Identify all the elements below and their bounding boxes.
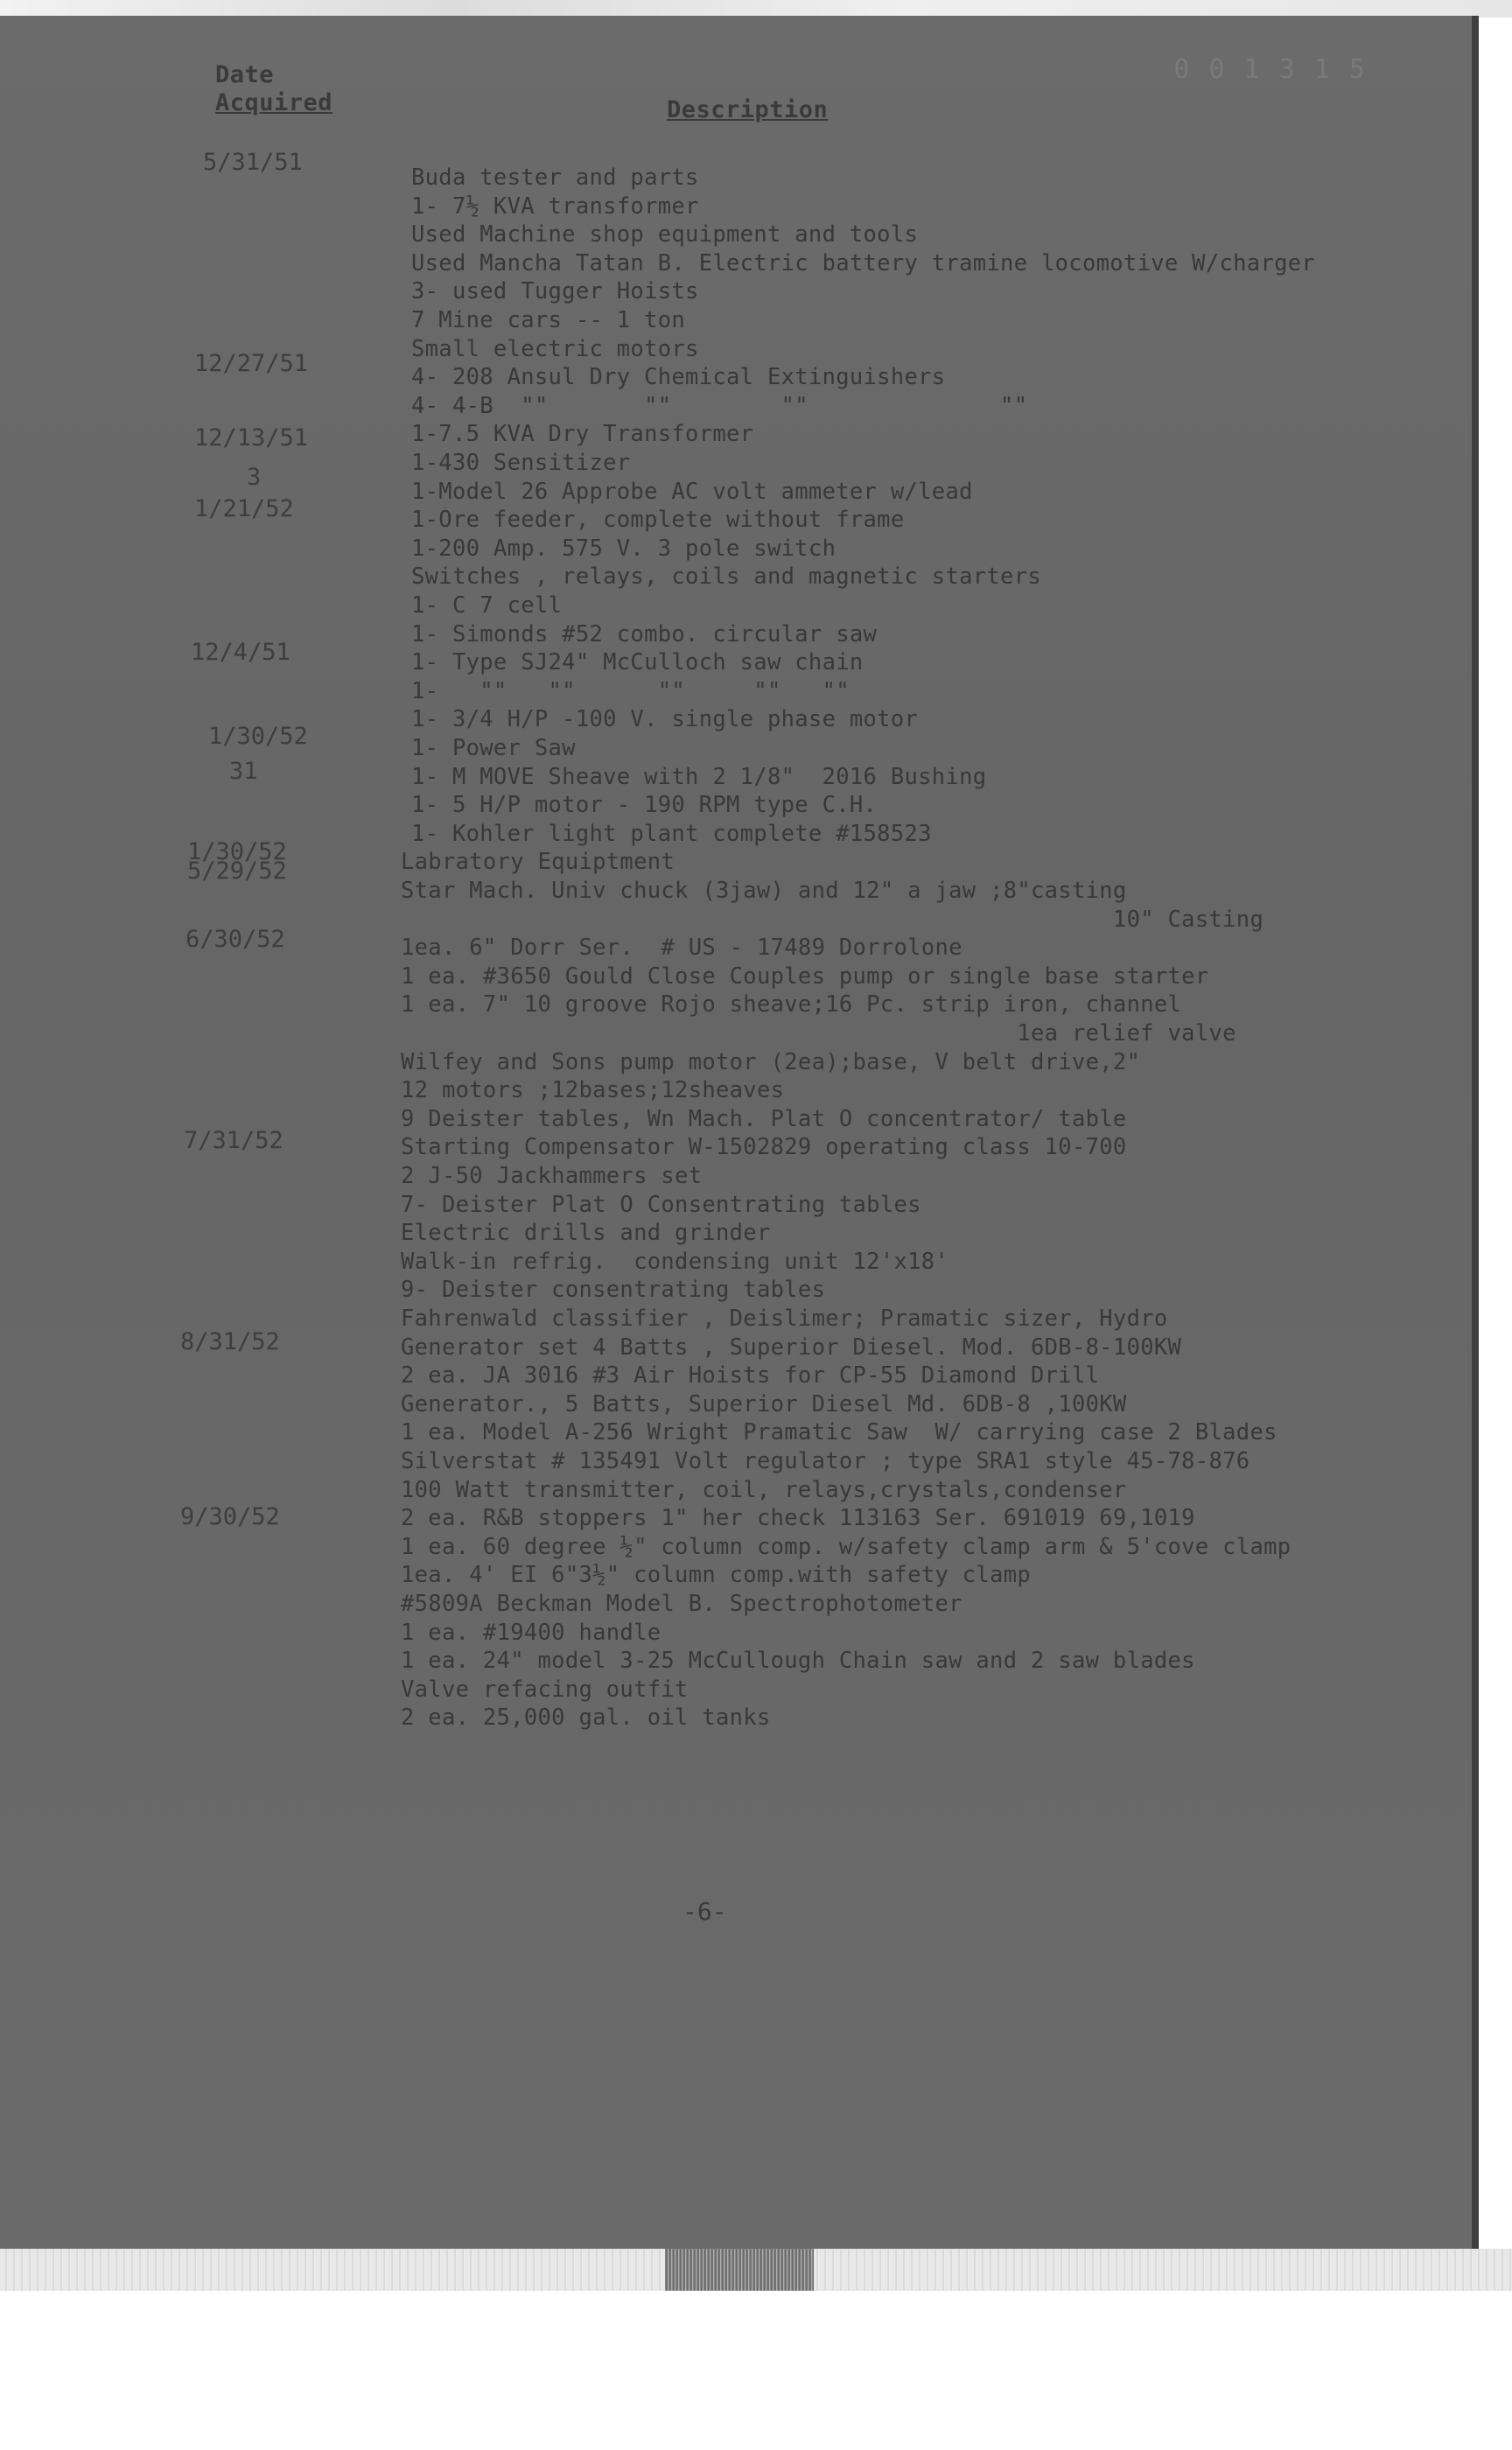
acquired-date: 6/30/52 <box>186 926 285 953</box>
description-column-label: Description <box>667 96 829 123</box>
acquired-date: 8/31/52 <box>180 1328 280 1355</box>
page-number: -6- <box>682 1897 727 1926</box>
description-line: 3- used Tugger Hoists <box>411 278 699 305</box>
scan-artifact <box>665 2249 814 2291</box>
description-line: Buda tester and parts <box>411 164 699 191</box>
description-line: 10" Casting <box>401 906 1264 933</box>
description-line: Star Mach. Univ chuck (3jaw) and 12" a jaw ;8"casting <box>401 878 1127 904</box>
description-line: 4- 208 Ansul Dry Chemical Extinguishers <box>411 364 946 391</box>
description-line: Used Mancha Tatan B. Electric battery tramine locomotive W/charger <box>411 249 1316 276</box>
description-line: 1- M MOVE Sheave with 2 1/8" 2016 Bushing <box>411 763 987 790</box>
description-line: #5809A Beckman Model B. Spectrophotometer <box>401 1591 962 1617</box>
scan-bottom-edge <box>0 2249 1512 2291</box>
description-line: 1 ea. 60 degree ½" column comp. w/safety clamp arm & 5'cove clamp <box>401 1533 1292 1560</box>
description-line: 1ea relief valve <box>401 1020 1236 1046</box>
description-line: Fahrenwald classifier , Deislimer; Pramatic sizer, Hydro <box>401 1306 1168 1332</box>
description-line: 7 Mine cars -- 1 ton <box>411 307 686 333</box>
description-line: 1- C 7 cell <box>411 592 563 619</box>
description-line: Wilfey and Sons pump motor (2ea);base, V belt drive,2" <box>401 1048 1141 1075</box>
description-line: 1-Model 26 Approbe AC volt ammeter w/lead <box>411 478 973 505</box>
date-column-label: Date <box>215 61 275 88</box>
description-line: 100 Watt transmitter, coil, relays,crystals,condenser <box>401 1476 1127 1503</box>
description-line: 1- "" "" "" "" "" <box>411 677 850 704</box>
acquired-date: 3 <box>247 464 262 491</box>
description-line: 9 Deister tables, Wn Mach. Plat O concentrator/ table <box>401 1105 1127 1132</box>
description-line: 1- 3/4 H/P -100 V. single phase motor <box>411 706 919 733</box>
acquired-date: 31 <box>229 758 258 785</box>
description-line: 1- 5 H/P motor - 190 RPM type C.H. <box>411 792 878 819</box>
description-line: Small electric motors <box>411 335 699 362</box>
acquired-date: 12/4/51 <box>191 639 290 666</box>
description-line: Walk-in refrig. condensing unit 12'x18' <box>401 1248 949 1275</box>
document-page <box>0 16 1479 2249</box>
description-line: 1-430 Sensitizer <box>411 450 631 476</box>
description-line: Labratory Equiptment <box>401 849 676 876</box>
acquired-date: 1/21/52 <box>194 495 294 522</box>
description-line: Starting Compensator W-1502829 operating class 10-700 <box>401 1134 1127 1161</box>
description-line: 1-7.5 KVA Dry Transformer <box>411 421 754 448</box>
description-line: 4- 4-B "" "" "" "" <box>411 392 1028 419</box>
description-line: 1- Kohler light plant complete #158523 <box>411 820 932 847</box>
description-line: 1- Simonds #52 combo. circular saw <box>411 620 878 648</box>
description-line: 2 ea. 25,000 gal. oil tanks <box>401 1704 771 1732</box>
description-line: 2 J-50 Jackhammers set <box>401 1163 703 1189</box>
acquired-date: 7/31/52 <box>184 1127 284 1154</box>
acquired-date: 1/30/52 <box>187 838 287 865</box>
description-line: Valve refacing outfit <box>401 1676 689 1703</box>
description-line: 7- Deister Plat O Consentrating tables <box>401 1191 921 1218</box>
scan-top-edge <box>0 0 1512 18</box>
description-line: 1-Ore feeder, complete without frame <box>411 507 905 534</box>
acquired-date: 12/13/51 <box>194 424 309 452</box>
description-line: 12 motors ;12bases;12sheaves <box>401 1077 785 1104</box>
description-line: 1 ea. 7" 10 groove Rojo sheave;16 Pc. strip iron, channel <box>401 991 1182 1018</box>
description-line: 1 ea. #19400 handle <box>401 1619 662 1646</box>
description-line: 1-200 Amp. 575 V. 3 pole switch <box>411 535 836 562</box>
acquired-date: 1/30/52 <box>208 723 308 750</box>
description-line: Silverstat # 135491 Volt regulator ; type SRA1 style 45-78-876 <box>401 1448 1250 1474</box>
description-line: Used Machine shop equipment and tools <box>411 221 919 248</box>
description-line: Generator., 5 Batts, Superior Diesel Md. 6DB-8 ,100KW <box>401 1390 1127 1418</box>
description-line: 1ea. 6" Dorr Ser. # US - 17489 Dorrolone <box>401 934 962 962</box>
acquired-date: 5/29/52 <box>187 858 287 885</box>
description-line: Electric drills and grinder <box>401 1220 771 1247</box>
description-line: 1 ea. #3650 Gould Close Couples pump or single base starter <box>401 962 1209 990</box>
description-line: 1ea. 4' EI 6"3½" column comp.with safety clamp <box>401 1562 1032 1589</box>
acquired-date: 5/31/51 <box>203 149 303 176</box>
description-line: 2 ea. R&B stoppers 1" her check 113163 Ser. 691019 69,1019 <box>401 1505 1195 1532</box>
acquired-date: 9/30/52 <box>180 1503 280 1530</box>
document-stamp: 0 0 1 3 1 5 <box>1173 54 1367 85</box>
description-line: 2 ea. JA 3016 #3 Air Hoists for CP-55 Diamond Drill <box>401 1362 1100 1390</box>
description-line: 1 ea. Model A-256 Wright Pramatic Saw W/ carrying case 2 Blades <box>401 1419 1278 1446</box>
description-line: 1- 7½ KVA transformer <box>411 192 699 220</box>
description-line: 1- Type SJ24" McCulloch saw chain <box>411 649 864 676</box>
description-line: Generator set 4 Batts , Superior Diesel. Mod. 6DB-8-100KW <box>401 1334 1182 1361</box>
description-line: 9- Deister consentrating tables <box>401 1277 826 1304</box>
description-line: Switches , relays, coils and magnetic starters <box>411 564 1042 591</box>
acquired-column-label: Acquired <box>215 89 333 116</box>
description-line: 1- Power Saw <box>411 735 576 761</box>
description-line: 1 ea. 24" model 3-25 McCullough Chain saw and 2 saw blades <box>401 1648 1195 1675</box>
acquired-date: 12/27/51 <box>194 350 309 377</box>
